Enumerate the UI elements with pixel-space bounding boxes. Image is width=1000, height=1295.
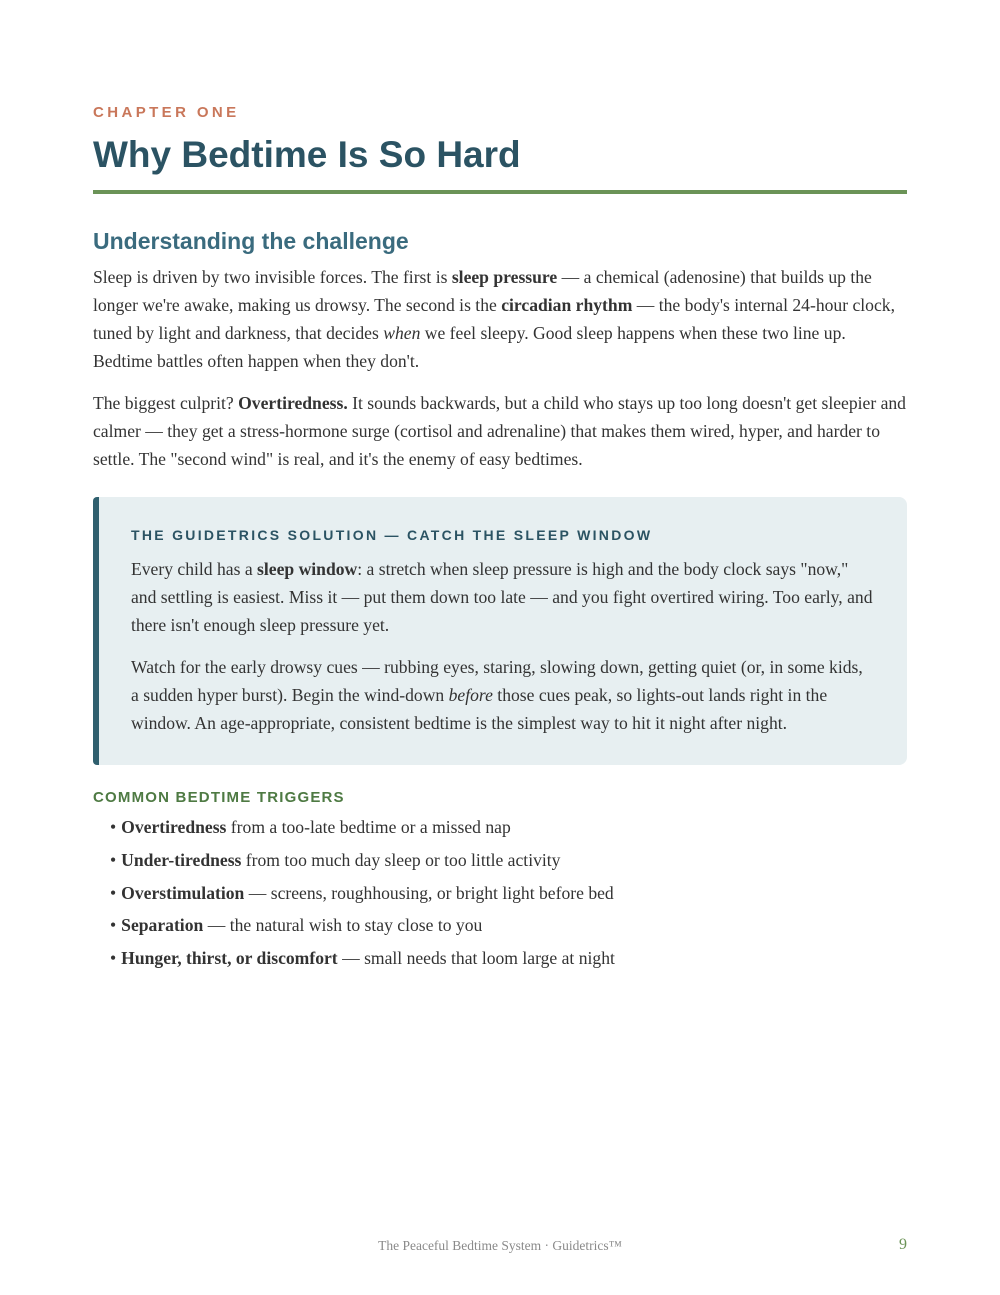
list-item — [110, 844, 615, 877]
chapter-eyebrow: CHAPTER ONE — [93, 104, 240, 121]
callout-paragraph-1 — [131, 555, 873, 639]
solution-callout — [93, 497, 907, 765]
list-item — [110, 811, 615, 844]
page-footer: The Peaceful Bedtime System · Guidetrics™ — [378, 1238, 622, 1253]
trigger-text: from a too-late bedtime or a missed nap — [226, 817, 511, 837]
trigger-term: Overtiredness — [121, 817, 227, 837]
callout-paragraph-2 — [131, 653, 873, 737]
text-run: Sleep is driven by two invisible forces. The first is — [93, 267, 452, 287]
text-run: — a chemical (adenosine) that builds up the longer we're awake, making us drowsy. The second is the — [93, 267, 872, 315]
intro-paragraph — [93, 263, 907, 375]
text-run: Watch for the early drowsy cues — rubbing eyes, staring, slowing down, getting quiet (or, in some kids, a sudden hyper burst). Begin the wind-down — [131, 657, 863, 705]
text-run: : a stretch when sleep pressure is high and the body clock says "now," and settling is easiest. Miss it — put them down too late — and you fight overtired wiring. Too early, and there isn't enough sleep pressure yet. — [131, 559, 873, 635]
text-run: — the body's internal 24-hour clock, tuned by light and darkness, that decides — [93, 295, 895, 343]
bullet: • — [110, 849, 117, 870]
bullet: • — [110, 882, 117, 903]
section-heading: Understanding the challenge — [93, 228, 409, 254]
trigger-text: — the natural wish to stay close to you — [203, 915, 483, 936]
title-divider — [93, 190, 907, 194]
trigger-text: from too much day sleep or too little activity — [241, 849, 561, 870]
bold-term-sleep-window: sleep window — [257, 559, 358, 579]
bold-term-overtiredness: Overtiredness. — [238, 393, 348, 413]
text-run: those cues peak, so lights-out lands right in the window. An age-appropriate, consistent bedtime is the simplest way to hit it night after night. — [131, 685, 828, 733]
trigger-term: Hunger, thirst, or discomfort — [121, 948, 338, 969]
trigger-term: Separation — [121, 915, 204, 936]
text-run: It sounds backwards, but a child who stays up too long doesn't get sleepier and calmer — they get a stress-hormone surge (cortisol and adrenaline) that makes them wired, hyper, and harder to settle. The "second wind" is real, and it's the enemy of easy bedtimes. — [93, 393, 906, 469]
bold-term-circadian-rhythm: circadian rhythm — [501, 295, 633, 315]
trigger-term: Overstimulation — [121, 882, 245, 903]
list-item — [110, 909, 615, 942]
bullet: • — [110, 948, 117, 969]
italic-when: when — [383, 323, 421, 343]
callout-heading: THE GUIDETRICS SOLUTION — CATCH THE SLEEP WINDOW — [131, 527, 653, 543]
list-item — [110, 877, 615, 910]
triggers-list — [110, 811, 615, 975]
bullet: • — [110, 817, 117, 837]
culprit-paragraph — [93, 389, 907, 473]
bold-term-sleep-pressure: sleep pressure — [451, 267, 558, 287]
text-run: Every child has a — [131, 559, 258, 579]
text-run: The biggest culprit? — [93, 393, 239, 413]
text-run: we feel sleepy. Good sleep happens when these two line up. Bedtime battles often happen when they don't. — [93, 323, 846, 371]
triggers-heading: COMMON BEDTIME TRIGGERS — [93, 789, 345, 806]
trigger-text: — screens, roughhousing, or bright light before bed — [244, 882, 614, 903]
page-number: 9 — [899, 1236, 907, 1253]
trigger-term: Under-tiredness — [121, 849, 242, 870]
trigger-text: — small needs that loom large at night — [337, 948, 615, 969]
chapter-title: Why Bedtime Is So Hard — [93, 134, 521, 175]
list-item — [110, 942, 615, 975]
italic-before: before — [448, 685, 493, 705]
bullet: • — [110, 915, 117, 936]
